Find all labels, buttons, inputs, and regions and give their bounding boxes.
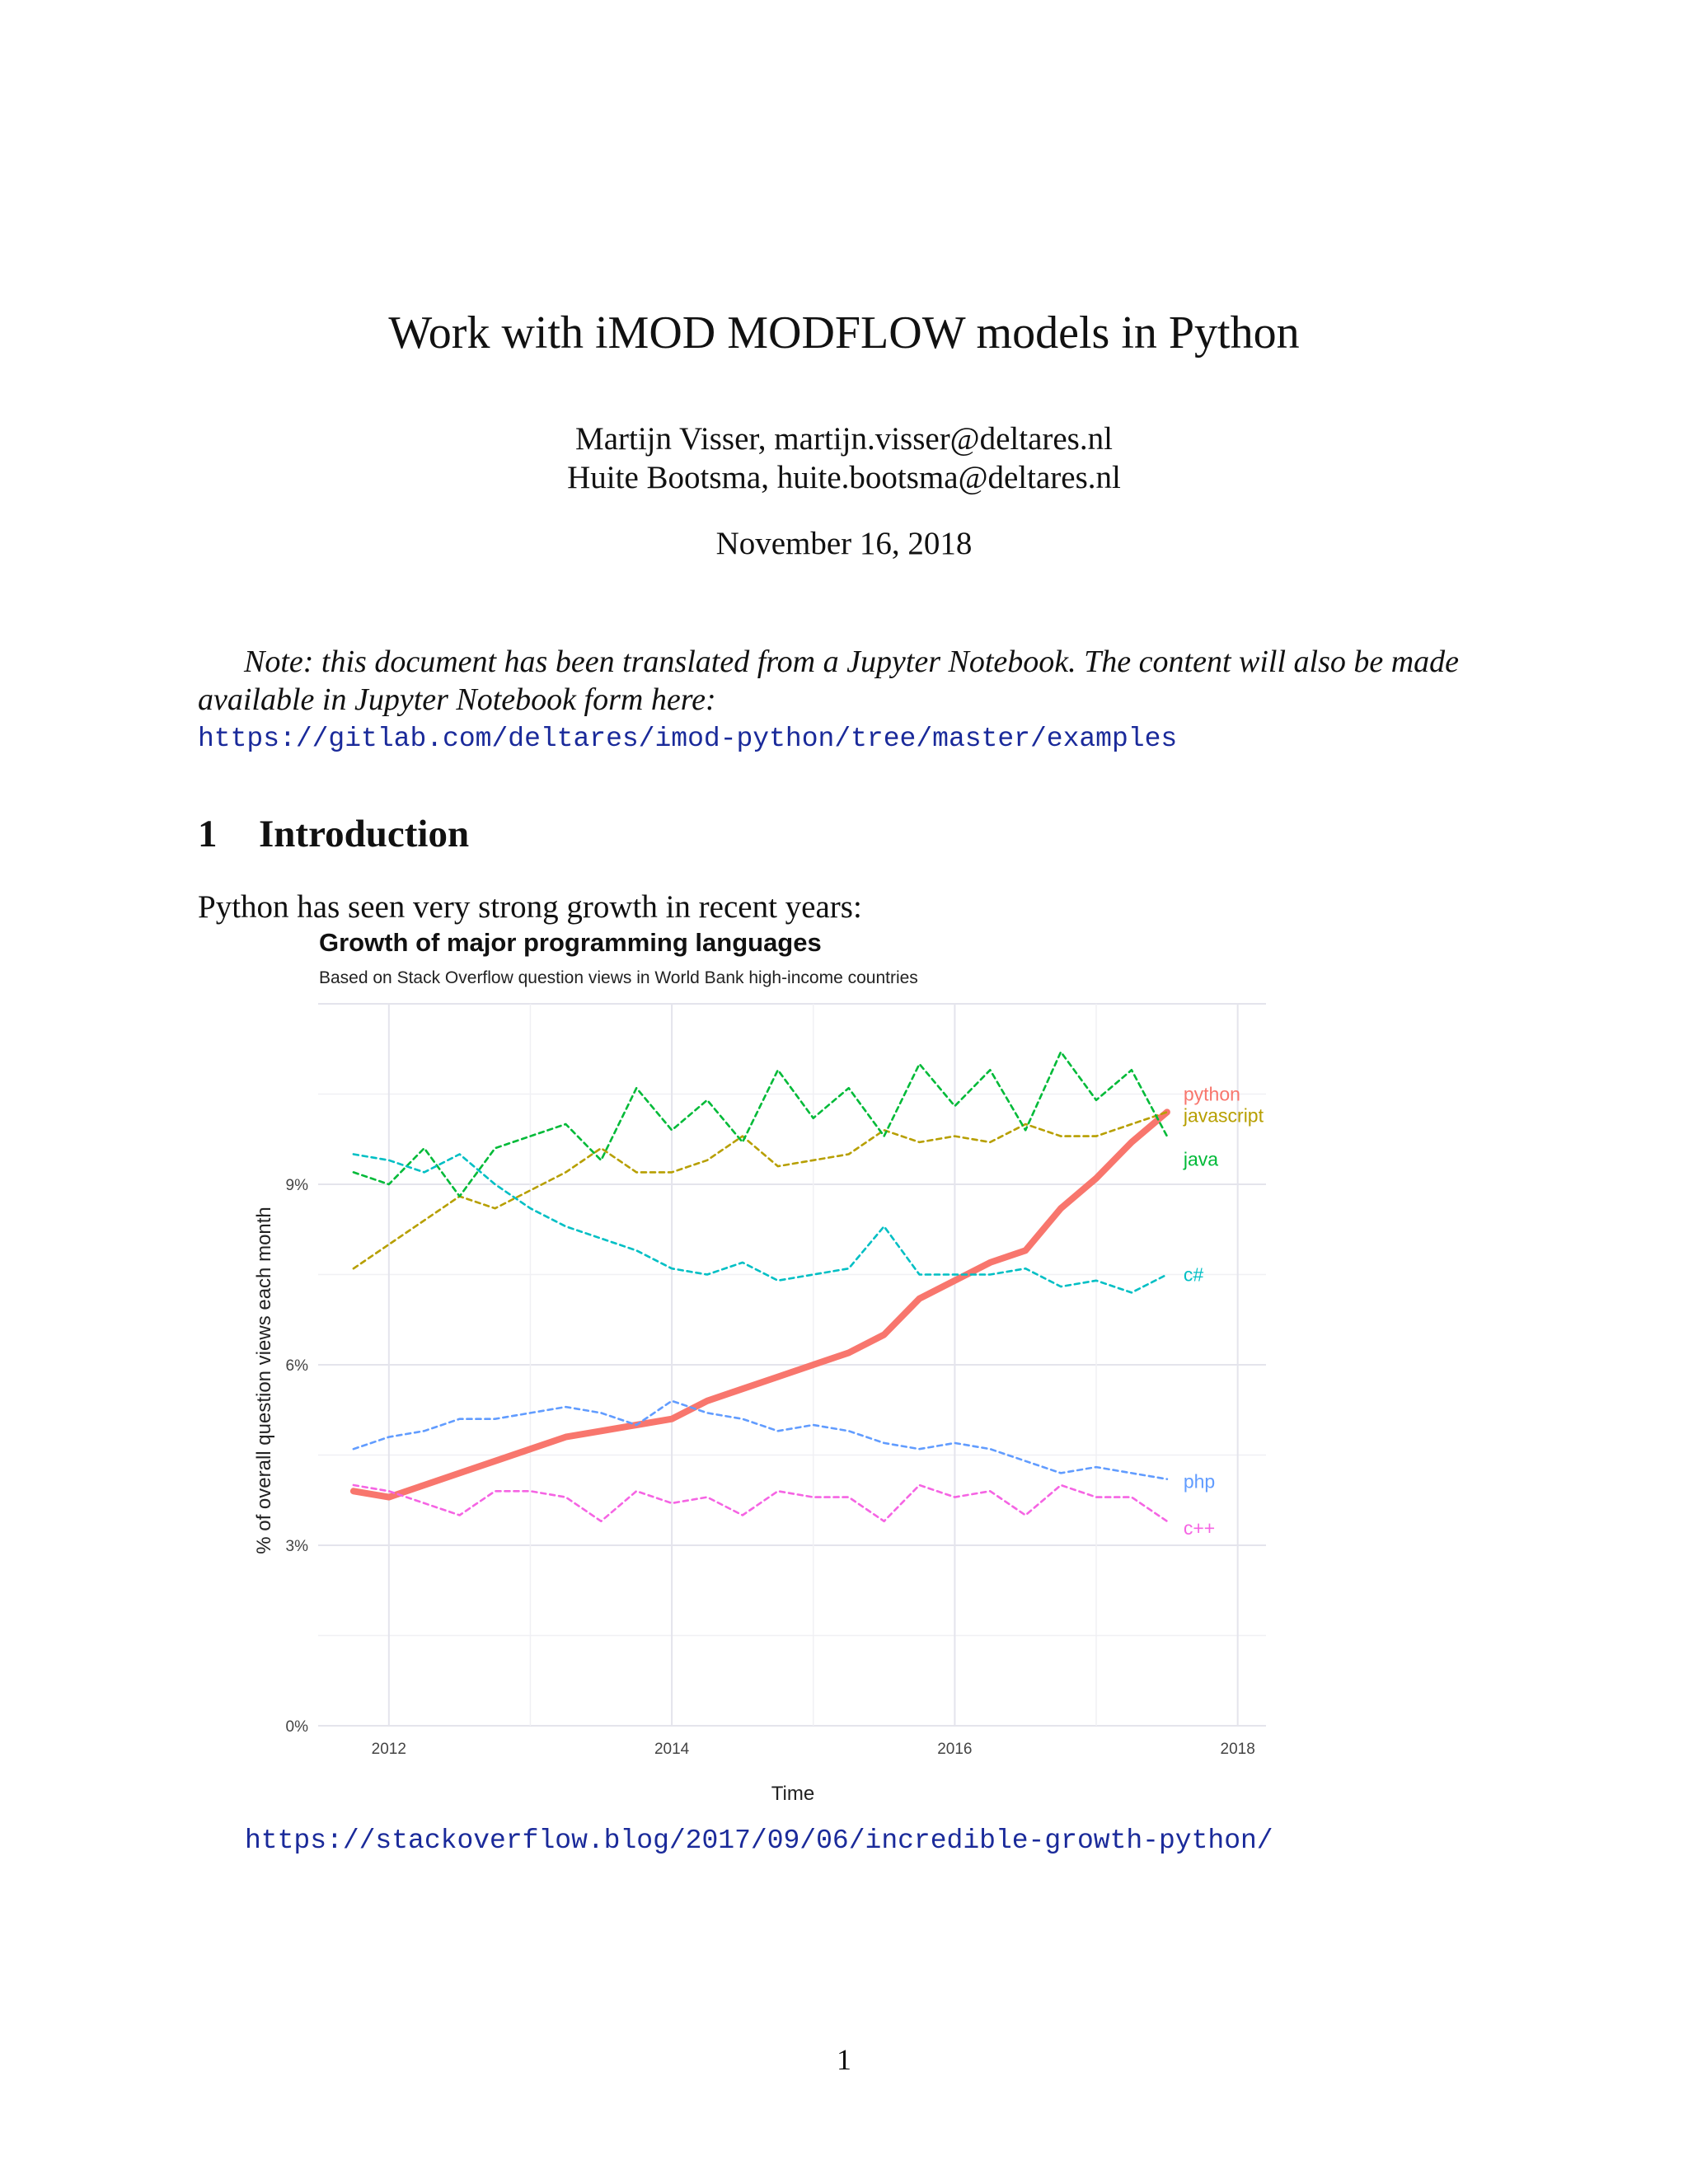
series-line-cpp [354,1485,1167,1521]
document-title: Work with iMOD MODFLOW models in Python [388,307,1300,359]
examples-link[interactable]: https://gitlab.com/deltares/imod-python/tree/master/examples [198,724,1178,754]
intro-paragraph: Python has seen very strong growth in recent years: [198,889,862,925]
section-heading [198,812,469,856]
growth-chart-figure [239,923,1278,1825]
y-tick-label: 0% [285,1718,308,1736]
y-tick-label: 9% [285,1177,308,1194]
chart-series-labels [1183,1083,1264,1538]
document-date: November 16, 2018 [715,526,973,561]
source-link[interactable]: https://stackoverflow.blog/2017/09/06/incredible-growth-python/ [245,1825,1273,1856]
chart-subtitle: Based on Stack Overflow question views in World Bank high-income countries [319,968,918,987]
y-tick-label: 6% [285,1357,308,1375]
translation-note: Note: this document has been translated from a Jupyter Notebook. The content will also be made available in Jupyter Notebook form here: [198,644,1460,717]
chart-ticks [286,1177,1255,1758]
chart-grid [318,1004,1266,1726]
chart-series [354,1052,1167,1521]
section-number: 1 [198,813,218,855]
y-tick-label: 3% [285,1538,308,1555]
x-tick-label: 2012 [371,1741,406,1758]
chart-title: Growth of major programming languages [319,928,822,957]
series-line-javascript [354,1112,1167,1268]
section-title: Introduction [259,813,470,855]
series-label: python [1183,1083,1240,1105]
x-axis-title: Time [771,1783,815,1805]
series-line-python [354,1112,1167,1497]
series-line-java [354,1052,1167,1196]
series-label: c++ [1183,1516,1216,1539]
series-label: c# [1183,1263,1204,1286]
growth-chart [239,923,1278,1825]
x-tick-label: 2014 [654,1741,690,1758]
x-tick-label: 2016 [937,1741,973,1758]
y-axis-title: % of overall question views each month [253,1207,275,1554]
series-label: java [1183,1148,1219,1170]
author-2: Huite Bootsma, huite.bootsma@deltares.nl [567,460,1121,495]
series-label: php [1183,1470,1216,1493]
author-1: Martijn Visser, martijn.visser@deltares.nl [575,421,1113,457]
x-tick-label: 2018 [1220,1741,1255,1758]
series-label: javascript [1183,1104,1264,1127]
page-number: 1 [837,2043,851,2076]
